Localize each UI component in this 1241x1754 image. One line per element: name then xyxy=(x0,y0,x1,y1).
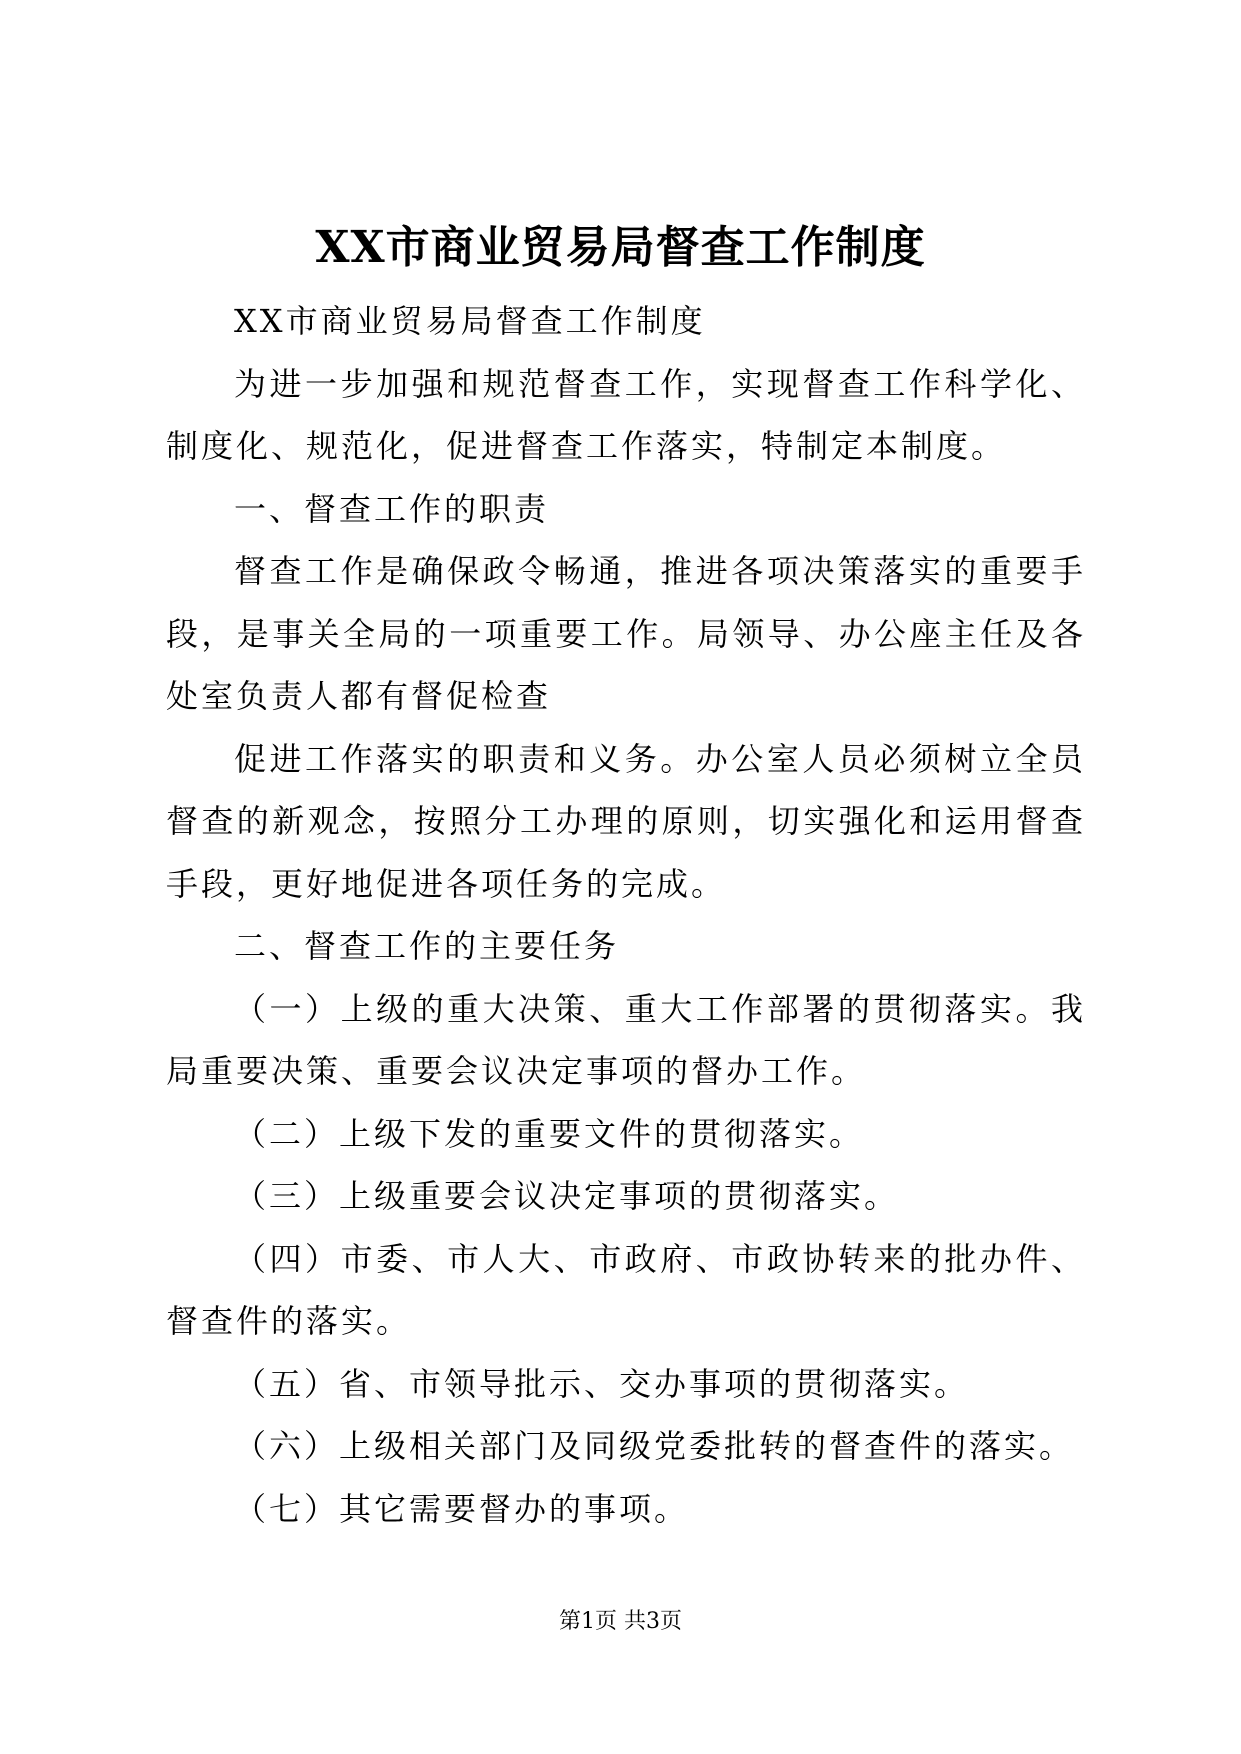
paragraph-duties-2: 促进工作落实的职责和义务。办公室人员必须树立全员督查的新观念，按照分工办理的原则，切实强化和运用督查手段，更好地促进各项任务的完成。 xyxy=(166,739,1086,903)
paragraph-intro: 为进一步加强和规范督查工作，实现督查工作科学化、制度化、规范化，促进督查工作落实，特制定本制度。 xyxy=(166,364,1086,465)
document-title: XX市商业贸易局督查工作制度 xyxy=(315,222,926,273)
list-item-task-7: （七）其它需要督办的事项。 xyxy=(234,1489,690,1528)
paragraph-duties-1: 督查工作是确保政令畅通，推进各项决策落实的重要手段，是事关全局的一项重要工作。局领导、办公座主任及各处室负责人都有督促检查 xyxy=(166,552,1086,715)
section-heading-duties: 一、督查工作的职责 xyxy=(234,489,550,528)
list-item-task-1: （一）上级的重大决策、重大工作部署的贯彻落实。我局重要决策、重要会议决定事项的督办工作。 xyxy=(166,989,1086,1090)
page-number-footer: 第1页 共3页 xyxy=(559,1609,682,1634)
list-item-task-4: （四）市委、市人大、市政府、市政协转来的批办件、督查件的落实。 xyxy=(166,1239,1086,1340)
document-body xyxy=(166,290,1086,1540)
list-item-task-2: （二）上级下发的重要文件的贯彻落实。 xyxy=(234,1114,865,1153)
list-item-task-3: （三）上级重要会议决定事项的贯彻落实。 xyxy=(234,1177,900,1215)
paragraph-subtitle: XX市商业贸易局督查工作制度 xyxy=(234,302,706,340)
section-heading-tasks: 二、督查工作的主要任务 xyxy=(234,927,620,965)
list-item-task-5: （五）省、市领导批示、交办事项的贯彻落实。 xyxy=(234,1364,970,1403)
list-item-task-6: （六）上级相关部门及同级党委批转的督查件的落实。 xyxy=(234,1427,1075,1465)
